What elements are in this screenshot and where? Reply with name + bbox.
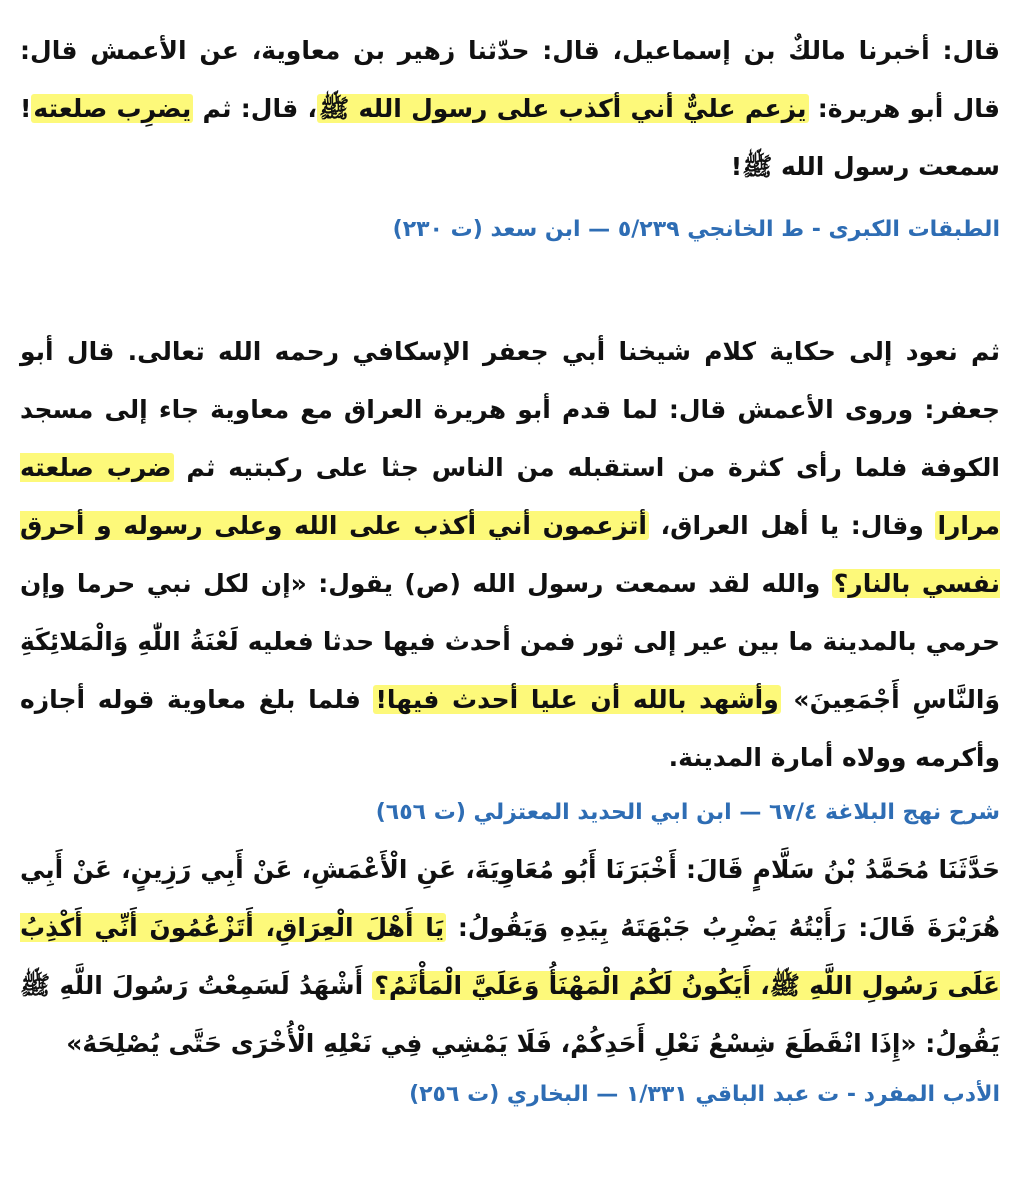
- highlighted-segment: ضرب صلعته مرارا: [20, 453, 1000, 540]
- text-segment: حَدَّثَنَا مُحَمَّدُ بْنُ سَلَّامٍ قَالَ: أَخْبَرَنَا أَبُو مُعَاوِيَةَ، عَنِ الْأَعْمَشِ، عَنْ أَبِي رَزِينٍ، عَنْ أَبِي هُرَيْرَةَ قَالَ: رَأَيْتُهُ يَضْرِبُ جَبْهَتَهُ بِيَدِهِ وَيَقُولُ:: [20, 855, 1000, 942]
- quote-block-adab-mufrad: [20, 841, 1000, 1115]
- text-segment: أَشْهَدُ لَسَمِعْتُ رَسُولَ اللَّهِ ﷺ يَقُولُ: «إِذَا انْقَطَعَ شِسْعُ نَعْلِ أَحَدِكُمْ، فَلَا يَمْشِي فِي نَعْلِهِ الْأُخْرَى حَتَّى يُصْلِحَهُ»: [20, 971, 1000, 1058]
- quote-text: [20, 22, 1000, 196]
- text-segment: ثم نعود إلى حكاية كلام شيخنا أبي جعفر الإسكافي رحمه الله تعالى. قال أبو جعفر: وروى الأعمش قال: لما قدم أبو هريرة العراق مع معاوية جاء إلى مسجد الكوفة فلما رأى كثرة من استقبله من الناس جثا على ركبتيه ثم: [20, 337, 1000, 482]
- quote-text: [20, 841, 1000, 1073]
- text-segment: وقال: يا أهل العراق،: [649, 511, 936, 540]
- highlighted-segment: وأشهد بالله أن عليا أحدث فيها!: [375, 685, 779, 714]
- highlighted-segment: يزعم عليٌّ أني أكذب على رسول الله ﷺ: [319, 94, 807, 123]
- source-citation: الأدب المفرد - ت عبد الباقي ١/٣٣١ — البخاري (ت ٢٥٦): [409, 1082, 1000, 1107]
- source-citation: الطبقات الكبرى - ط الخانجي ٥/٢٣٩ — ابن سعد (ت ٢٣٠): [392, 217, 1000, 242]
- quote-text: [20, 323, 1000, 787]
- highlighted-segment: أتزعمون أني أكذب على الله وعلى رسوله و أحرق نفسي بالنار؟: [20, 511, 1000, 598]
- quote-block-nahj-sharh: [20, 323, 1000, 825]
- text-segment: فلما بلغ معاوية قوله أجازه وأكرمه وولاه أمارة المدينة.: [20, 685, 1000, 772]
- text-segment: ، قال: ثم: [193, 94, 318, 123]
- highlighted-segment: يَا أَهْلَ الْعِرَاقِ، أَتَزْعُمُونَ أَنِّي أَكْذِبُ عَلَى رَسُولِ اللَّهِ ﷺ، أَيَكُونُ لَكُمُ الْمَهْنَأُ وَعَلَيَّ الْمَأْثَمُ؟: [20, 913, 1000, 1000]
- source-citation: شرح نهج البلاغة ٦٧/٤ — ابن ابي الحديد المعتزلي (ت ٦٥٦): [375, 800, 1000, 825]
- quote-block-tabaqat: [20, 22, 1000, 287]
- text-segment: ! سمعت رسول الله ﷺ!: [20, 94, 1000, 181]
- text-segment: قال: أخبرنا مالكٌ بن إسماعيل، قال: حدّثنا زهير بن معاوية، عن الأعمش قال: قال أبو هريرة:: [20, 36, 1001, 123]
- highlighted-segment: يضرِب صلعته: [33, 94, 192, 123]
- text-segment: والله لقد سمعت رسول الله (ص) يقول: «إن لكل نبي حرما وإن حرمي بالمدينة ما بين عير إلى ثور فمن أحدث فيها حدثا فعليه لَعْنَةُ اللّٰهِ وَالْمَلائِكَةِ وَالنَّاسِ أَجْمَعِينَ»: [20, 569, 1000, 714]
